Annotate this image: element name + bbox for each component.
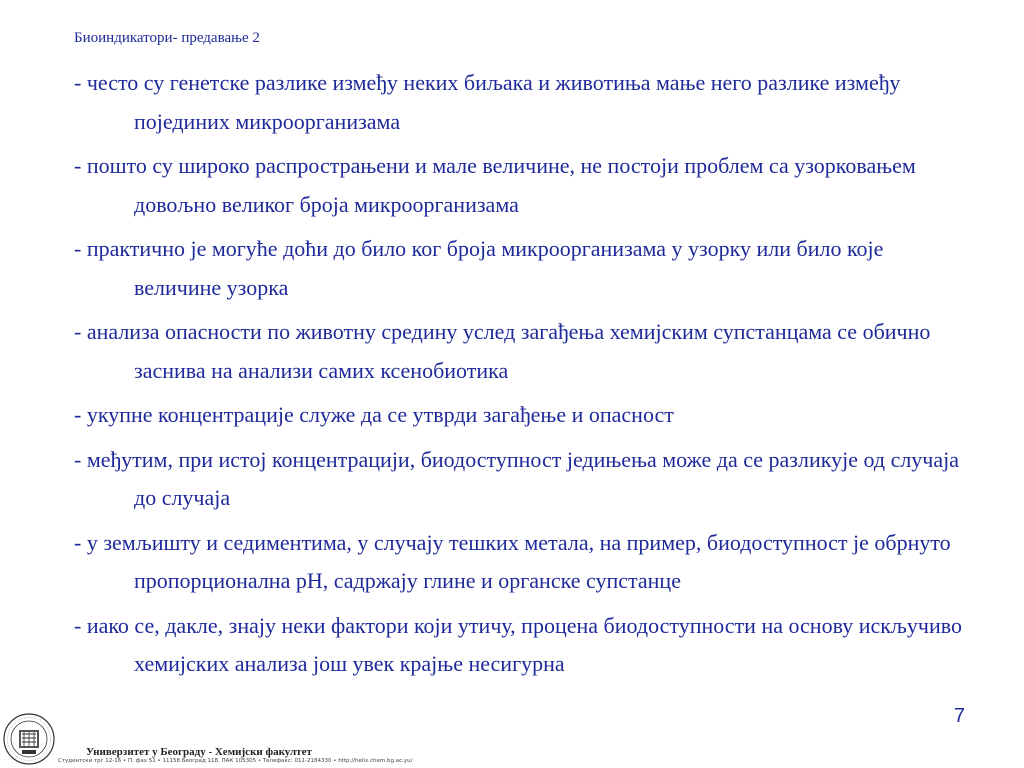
university-seal-icon [2,712,56,766]
bullet-item: - у земљишту и седиментима, у случају тешких метала, на пример, биодоступност је обрнуто пропорционална pH, садржају глине и органске супстанце [74,529,951,593]
bullet-item: - међутим, при истој концентрацији, биодоступност једињења може да се разликује од случаја до случаја [74,446,960,510]
bullet-item: - практично је могуће доћи до било ког броја микроорганизама у узорку или било које величине узорка [74,236,884,300]
page-number: 7 [953,705,965,727]
bullet-item: - пошто су широко распрострањени и мале величине, не постоји проблем са узорковањем довољно великог броја микроорганизама [74,153,916,217]
bullet-item: - укупне концентрације служе да се утврди загађење и опасност [74,402,674,427]
institution-name: Универзитет у Београду - Хемијски факултет [86,746,312,758]
bullet-list [74,64,974,690]
slide-header: Биоиндикатори- предавање 2 [74,30,260,46]
bullet-item: - често су генетске разлике између неких биљака и животиња мање него разлике између појединих микроорганизама [74,70,901,134]
bullet-item: - анализа опасности по животну средину услед загађења хемијским супстанцама се обично заснива на анализи самих ксенобиотика [74,319,931,383]
bullet-item: - иако се, дакле, знају неки фактори који утичу, процена биодоступности на основу искључиво хемијских анализа још увек крајње несигурна [74,612,963,676]
institution-address: Студентски трг 12-16 • П. фах 51 • 11158 Београд 118, ПАК 105305 • Телефакс: 011-2184330 • http://helix.chem.bg.ac.yu/ [58,758,413,764]
